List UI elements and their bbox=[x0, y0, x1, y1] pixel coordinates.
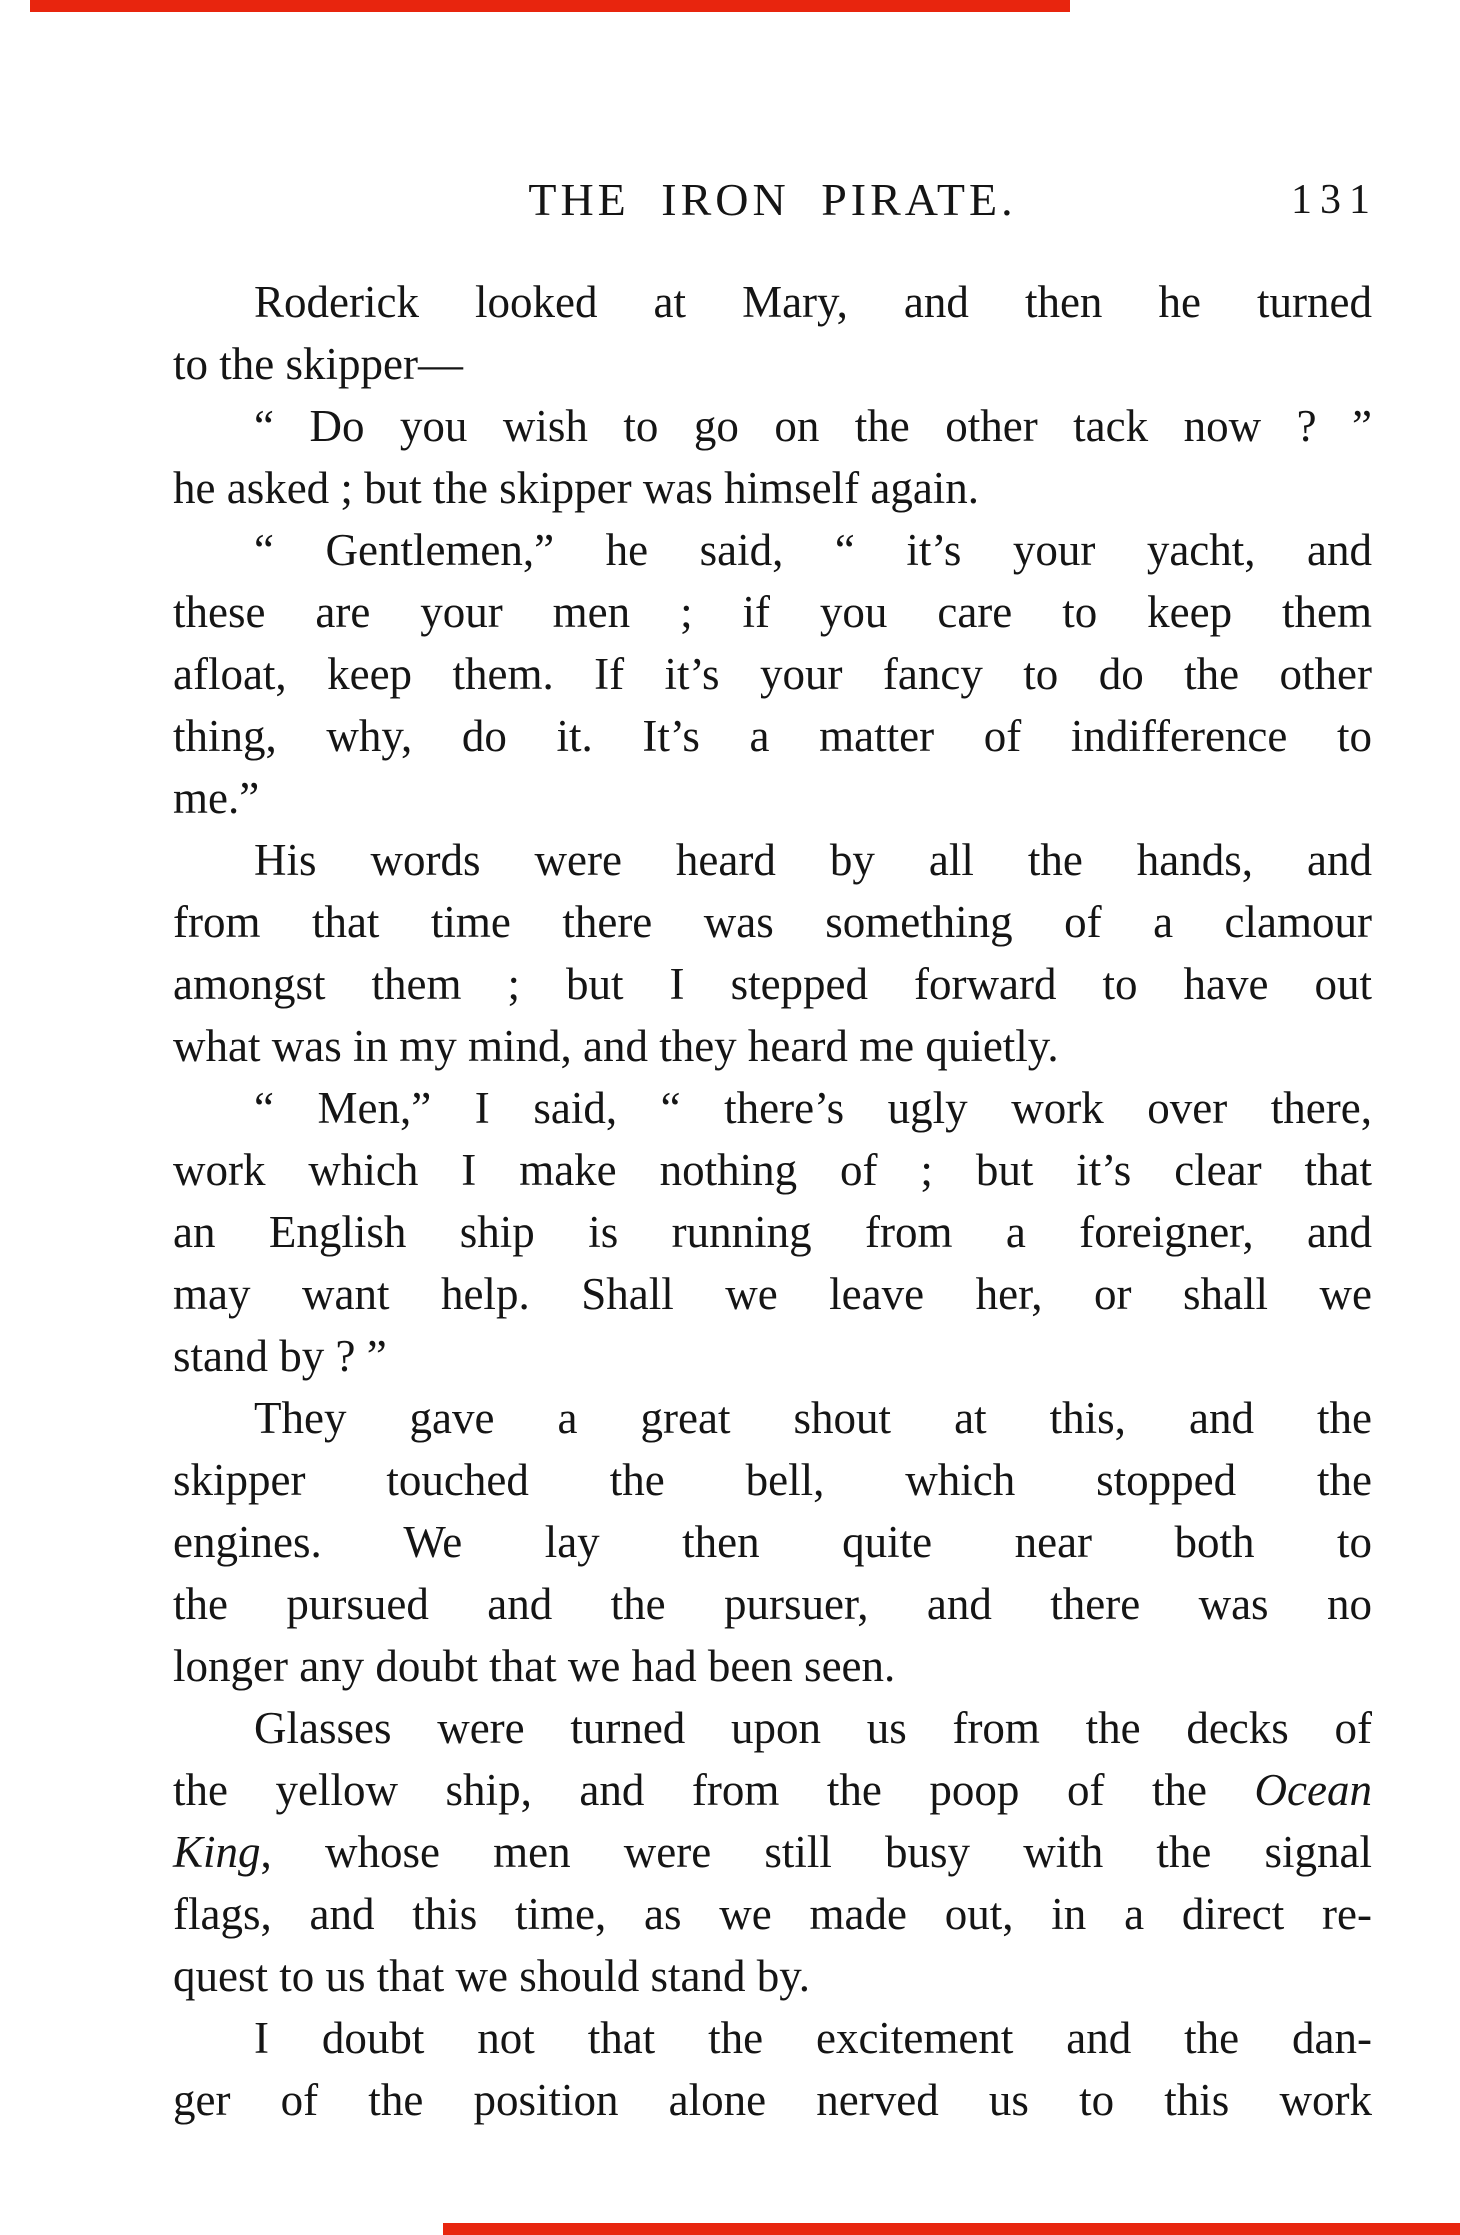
text-line bbox=[173, 1573, 1372, 1635]
text-segment: “ Gentlemen,” he said, “ it’s your yacht, and bbox=[254, 525, 1372, 575]
text-line bbox=[173, 2069, 1372, 2131]
scan-edge-mark-top bbox=[30, 0, 1070, 12]
text-line bbox=[173, 1511, 1372, 1573]
text-line bbox=[173, 1449, 1372, 1511]
text-segment: Glasses were turned upon us from the decks of bbox=[254, 1703, 1372, 1753]
text-line bbox=[173, 2007, 1372, 2069]
text-segment: , whose men were still busy with the signal bbox=[260, 1827, 1372, 1877]
text-line bbox=[173, 1945, 1372, 2007]
text-line bbox=[173, 1821, 1372, 1883]
text-segment: may want help. Shall we leave her, or shall we bbox=[173, 1269, 1372, 1319]
text-segment: His words were heard by all the hands, and bbox=[254, 835, 1372, 885]
text-segment: an English ship is running from a foreigner, and bbox=[173, 1207, 1372, 1257]
text-line bbox=[173, 271, 1372, 333]
text-line bbox=[173, 1263, 1372, 1325]
text-segment: these are your men ; if you care to keep them bbox=[173, 587, 1372, 637]
page-body bbox=[173, 271, 1372, 2131]
text-line bbox=[173, 705, 1372, 767]
text-line bbox=[173, 1015, 1372, 1077]
text-line bbox=[173, 1201, 1372, 1263]
text-segment: “ Do you wish to go on the other tack now ? ” bbox=[254, 401, 1372, 451]
text-line bbox=[173, 1697, 1372, 1759]
text-line bbox=[173, 519, 1372, 581]
text-segment: Roderick looked at Mary, and then he turned bbox=[254, 277, 1372, 327]
text-line bbox=[173, 333, 1372, 395]
text-segment: work which I make nothing of ; but it’s clear that bbox=[173, 1145, 1372, 1195]
text-line bbox=[173, 829, 1372, 891]
text-segment: They gave a great shout at this, and the bbox=[254, 1393, 1372, 1443]
text-segment: longer any doubt that we had been seen. bbox=[173, 1641, 896, 1691]
text-segment: quest to us that we should stand by. bbox=[173, 1951, 811, 2001]
text-segment: what was in my mind, and they heard me quietly. bbox=[173, 1021, 1059, 1071]
text-segment: me.” bbox=[173, 773, 260, 823]
text-segment: stand by ? ” bbox=[173, 1331, 387, 1381]
text-line bbox=[173, 1759, 1372, 1821]
text-segment: to the skipper— bbox=[173, 339, 463, 389]
text-line bbox=[173, 1883, 1372, 1945]
running-head: THE IRON PIRATE. bbox=[528, 174, 1017, 225]
text-line bbox=[173, 1077, 1372, 1139]
text-line bbox=[173, 767, 1372, 829]
page-number: 131 bbox=[1291, 177, 1378, 223]
text-line bbox=[173, 891, 1372, 953]
ship-name-italic: King bbox=[173, 1827, 261, 1877]
text-segment: ger of the position alone nerved us to this work bbox=[173, 2075, 1372, 2125]
text-line bbox=[173, 395, 1372, 457]
text-line bbox=[173, 1635, 1372, 1697]
text-segment: “ Men,” I said, “ there’s ugly work over there, bbox=[254, 1083, 1372, 1133]
text-segment: skipper touched the bell, which stopped the bbox=[173, 1455, 1372, 1505]
text-line bbox=[173, 1325, 1372, 1387]
text-segment: flags, and this time, as we made out, in a direct re- bbox=[173, 1889, 1372, 1939]
text-segment: thing, why, do it. It’s a matter of indifference to bbox=[173, 711, 1372, 761]
page-header bbox=[173, 172, 1378, 228]
text-line bbox=[173, 1387, 1372, 1449]
text-line bbox=[173, 643, 1372, 705]
text-segment: afloat, keep them. If it’s your fancy to do the other bbox=[173, 649, 1372, 699]
text-segment: he asked ; but the skipper was himself again. bbox=[173, 463, 980, 513]
ship-name-italic: Ocean bbox=[1254, 1765, 1372, 1815]
text-line bbox=[173, 457, 1372, 519]
text-segment: the yellow ship, and from the poop of the bbox=[173, 1765, 1255, 1815]
text-line bbox=[173, 1139, 1372, 1201]
text-segment: amongst them ; but I stepped forward to have out bbox=[173, 959, 1372, 1009]
text-segment: engines. We lay then quite near both to bbox=[173, 1517, 1372, 1567]
scan-edge-mark-bottom bbox=[443, 2223, 1460, 2235]
text-segment: from that time there was something of a clamour bbox=[173, 897, 1372, 947]
text-line bbox=[173, 581, 1372, 643]
text-segment: I doubt not that the excitement and the dan- bbox=[254, 2013, 1372, 2063]
text-line bbox=[173, 953, 1372, 1015]
text-segment: the pursued and the pursuer, and there was no bbox=[173, 1579, 1372, 1629]
